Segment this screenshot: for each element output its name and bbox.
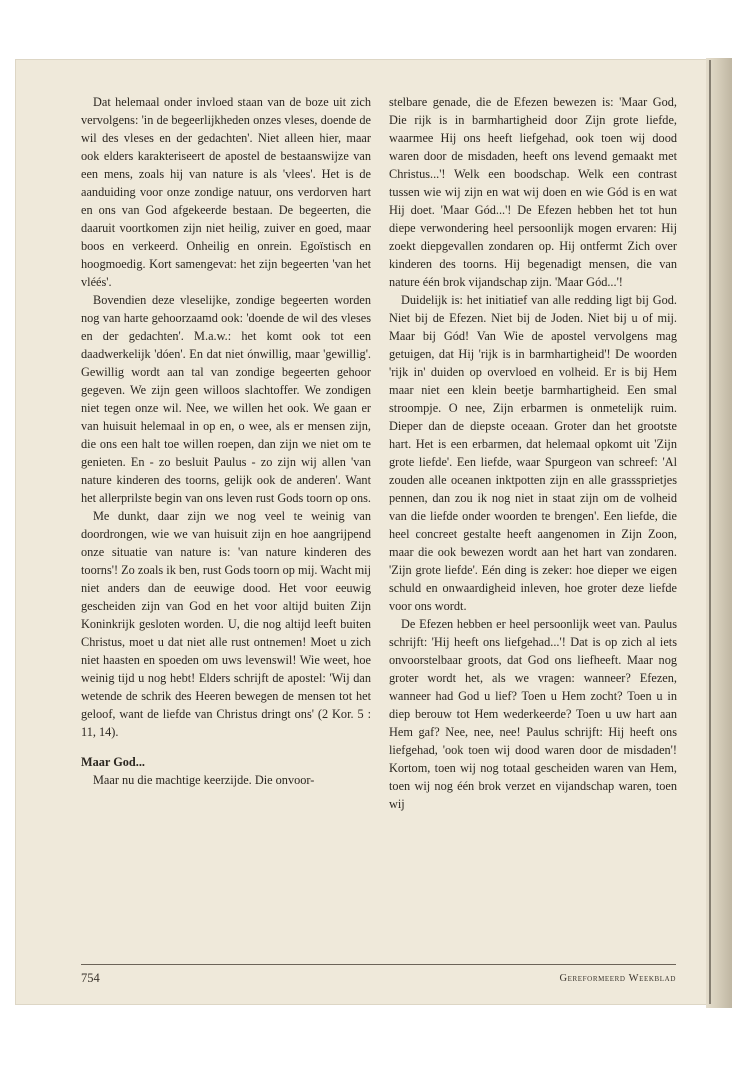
right-column bbox=[389, 93, 677, 813]
binding-line bbox=[709, 60, 711, 1004]
left-column bbox=[81, 93, 371, 789]
section-heading: Maar God... bbox=[81, 755, 145, 769]
left-paragraph-3: Me dunkt, daar zijn we nog veel te weinig van doordrongen, wie we van huisuit zijn en hoe aangrijpend onze situatie van nature is: 'van nature kinderen des toorns'! Zo zoals ik ben, rust Gods toorn op mij. Wacht mij niet anders dan de eeuwige dood. Het voor eeuwig gescheiden zijn van God en het voor altijd buiten Zijn Koninkrijk gesloten worden. U, die nog altijd leeft buiten Christus, moet u dat niet alle rust ontnemen! Moet u zich niet haasten en spoeden om uws levenswil! Wie weet, hoe weinig tijd u nog hebt! Elders schrijft de apostel: 'Wij dan wetende de schrik des Heeren bewegen de mensen tot het geloof, want de liefde van Christus dringt ons' (2 Kor. 5 : 11, 14). bbox=[81, 509, 371, 739]
footer-rule bbox=[81, 964, 676, 965]
right-continuation: stelbare genade, die de Efezen bewezen is: 'Maar God, Die rijk is in barmhartigheid door Zijn grote liefde, waarmee Hij ons heeft liefgehad, ook toen wij dood waren door de misdaden, heeft ons levend gemaakt met Christus...'! Welk een boodschap. Welk een contrast tussen wie wij zijn en wat wij doen en wie Gód is en wat Hij doet. 'Maar Gód...'! De Efezen hebben het tot hun diepe verwondering heel persoonlijk mogen ervaren: Hij zoekt diepgevallen zondaren op. Hij ontfermt Zich over kinderen des toorns. Hij begenadigt mensen, die van nature één brok vijandschap zijn. 'Maar Gód...'! bbox=[389, 95, 677, 289]
right-paragraph-1: Duidelijk is: het initiatief van alle redding ligt bij God. Niet bij de Efezen. Niet bij de Joden. Niet bij u of mij. Maar bij Gód! Van Wie de apostel vervolgens mag getuigen, dat Hij 'rijk is in barmhartigheid'! De woorden 'rijk in' duiden op overvloed en volheid. Er is bij Hem maar niet een klein beetje barmhartigheid. Een smal stroompje. O nee, Zijn erbarmen is onmetelijk ruim. Dieper dan de diepste oceaan. Groter dan het grootste hart. Het is een erbarmen, dat helemaal opkomt uit 'Zijn grote liefde'. Een liefde, waar Spurgeon van schreef: 'Al zouden alle oceanen inktpotten zijn en alle grasssprietjes pennen, dan zou ik nog niet in staat zijn om de volheid van die liefde onder woorden te brengen'. Een liefde, die heel concreet gestalte heeft aangenomen in Zijn Zoon, maar die ook bewezen wordt aan het hart van zondaren. 'Zijn grote liefde'. Eén ding is zeker: hoe dieper we eigen schuld en onwaardigheid inleven, hoe groter deze liefde voor ons wordt. bbox=[389, 293, 677, 613]
left-paragraph-2: Bovendien deze vleselijke, zondige begeerten worden nog van harte gehoorzaamd ook: 'doende de wil des vleses en der gedachten'. M.a.w.: het komt ook tot een daadwerkelijk 'dóen'. En dat niet ónwillig, maar 'gewillig'. Gewillig wordt aan tal van zondige begeerten gehoor gegeven. We zijn geen willoos slachtoffer. We zondigen niet tegen onze wil. Nee, we willen het ook. We gaan er van huisuit helemaal in op en, o wee, als er mensen zijn, die ons een halt toe willen roepen, dan zijn we niet om te genieten. En - zo besluit Paulus - zo zijn wij allen 'van nature kinderen des toorns, gelijk ook de anderen'. Want het allerprilste begin van ons leven rust Gods toorn op ons. bbox=[81, 293, 371, 505]
magazine-title: Gereformeerd Weekblad bbox=[559, 973, 676, 984]
right-paragraph-2: De Efezen hebben er heel persoonlijk weet van. Paulus schrijft: 'Hij heeft ons liefgehad...'! Dat is op zich al iets onvoorstelbaar groots, dat God ons liefheeft. Maar nog groter wordt het, als we vragen: wanneer? Efezen, wanneer had God u lief? Toen u Hem zocht? Toen u in diep berouw tot Hem wederkeerde? Toen u uw hart aan Hem gaf? Nee, nee, nee! Paulus schrijft: Hij heeft ons liefgehad, 'ook toen wij dood waren door de misdaden'! Kortom, toen wij nog totaal gescheiden waren van Hem, toen wij nog één brok verzet en vijandschap waren, toen wij bbox=[389, 617, 677, 811]
page-number: 754 bbox=[81, 971, 100, 985]
left-paragraph-4: Maar nu die machtige keerzijde. Die onvoor- bbox=[93, 773, 315, 787]
left-paragraph-1: Dat helemaal onder invloed staan van de boze uit zich vervolgens: 'in de begeerlijkheden onzes vleses, doende de wil des vleses en der gedachten'. Niet alleen hier, maar ook elders karakteriseert de apostel de bestaanswijze van een mens, zoals hij van nature is als 'vlees'. Het is de aanduiding voor onze zondige natuur, ons verdorven hart en ons van God afgekeerde bestaan. De begeerten, die daaruit voortkomen zijn niet heilig, zuiver en goed, maar boos en verkeerd. Onheilig en onrein. Egoïstisch en hoogmoedig. Kort samengevat: het zijn begeerten 'van het vléés'. bbox=[81, 95, 371, 289]
